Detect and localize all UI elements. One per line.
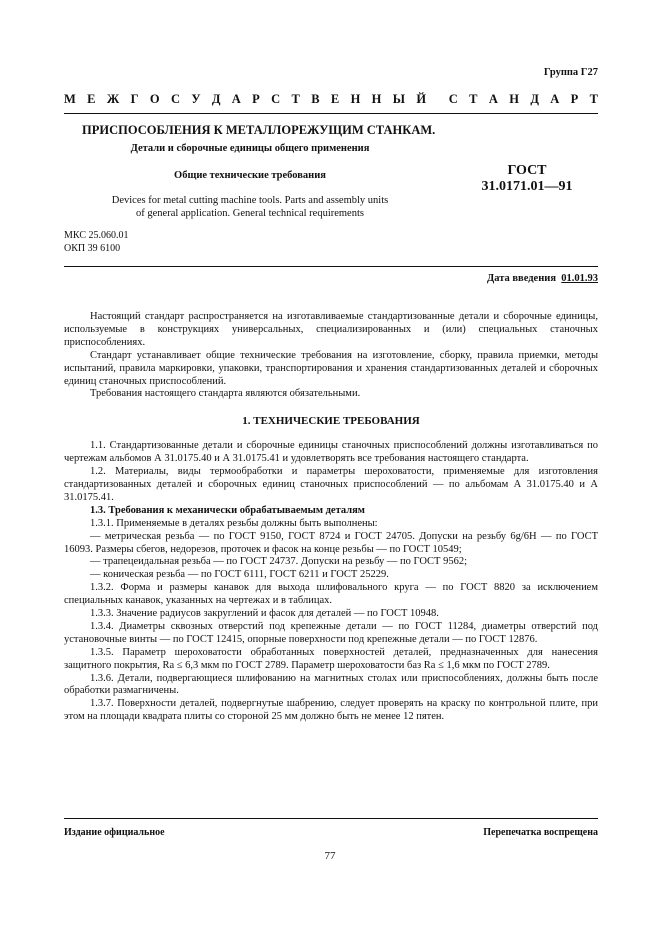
heading-letter: У (191, 92, 201, 106)
english-title-line: Devices for metal cutting machine tools. Parts and assembly units (111, 195, 389, 206)
heading-letter: Т (469, 92, 478, 106)
introduction-date-value: 01.01.93 (561, 273, 598, 284)
mks-code: МКС 25.060.01 (64, 230, 129, 241)
heading-letter: Р (252, 92, 260, 106)
clause: 1.3.2. Форма и размеры канавок для выхода шлифовального круга — по ГОСТ 8820 за исключением специальных канавок, указанных на чертежах и в таблицах. (64, 582, 598, 607)
heading-letter: Г (130, 92, 139, 106)
reprint-note: Перепечатка воспрещена (483, 827, 598, 838)
heading-letter: С (448, 92, 458, 106)
document-subtitle: Детали и сборочные единицы общего применения (130, 143, 370, 154)
classification-codes (64, 230, 128, 255)
heading-letter: Й (416, 92, 427, 106)
heading-letter: А (231, 92, 241, 106)
heading-letter: О (149, 92, 160, 106)
heading-letter: Е (87, 92, 96, 106)
document-title: ПРИСПОСОБЛЕНИЯ К МЕТАЛЛОРЕЖУЩИМ СТАНКАМ. (82, 123, 436, 137)
paragraph: Настоящий стандарт распространяется на изготавливаемые стандартизованные детали и сборочные единицы, используемые в конструкциях универсальных, специализированных и (или) специальных станочных приспособлениях. (64, 311, 598, 348)
heading-letter: Е (330, 92, 340, 106)
heading-letter: Т (589, 92, 598, 106)
heading-letter: С (170, 92, 180, 106)
heading-letter: С (271, 92, 281, 106)
clause: 1.2. Материалы, виды термообработки и параметры шероховатости, применяемые для изготовления стандартизованных деталей и сборочных единиц станочных приспособлений — по альбомам А 31.0175.40 и А 31.0175.41. (64, 466, 598, 503)
paragraph: Стандарт устанавливает общие технические требования на изготовление, сборку, правила приемки, методы испытаний, правила маркировки, упаковки, транспортирования и хранения стандартизованных деталей и сборочных единиц станочных приспособлений. (64, 349, 598, 387)
edition-note: Издание официальное (64, 827, 165, 838)
heading-letter: Н (509, 92, 519, 106)
document-body (64, 311, 598, 724)
heading-letter: Н (350, 92, 361, 106)
introduction-date-label: Дата введения (487, 273, 556, 284)
section-heading: 1. ТЕХНИЧЕСКИЕ ТРЕБОВАНИЯ (242, 415, 420, 428)
top-rule (64, 113, 598, 114)
paragraph: Требования настоящего стандарта являются обязательными. (90, 388, 361, 400)
gost-label: ГОСТ (507, 163, 547, 178)
clause-item: — трапецеидальная резьба — по ГОСТ 24737. Допуски на резьбу — по ГОСТ 9562; (90, 556, 468, 568)
heading-letter: Д (211, 92, 221, 106)
heading-letter: А (488, 92, 498, 106)
heading-letter: М (64, 92, 76, 106)
english-title (82, 194, 418, 220)
clause: 1.3.7. Поверхности деталей, подвергнутые шабрению, следует проверять на краску по контрольной плите, при этом на площади квадрата плиты со стороной 25 мм должно быть не менее 12 пятен. (64, 698, 598, 723)
gost-designation (460, 163, 594, 195)
document-requirements-title: Общие технические требования (174, 170, 326, 181)
footer-rule (64, 818, 598, 819)
clause: 1.3.4. Диаметры сквозных отверстий под крепежные детали — по ГОСТ 11284, диаметры отверстий под установочные винты — по ГОСТ 12415, опорные поверхности под крепежные детали — по ГОСТ 12876. (64, 620, 598, 645)
clause-item: — метрическая резьба — по ГОСТ 9150, ГОСТ 8724 и ГОСТ 24705. Допуски на резьбу 6g/6Н — по ГОСТ 16093. Размеры сбегов, недорезов, проточек и фасок на конце резьбы — по ГОСТ 10549; (64, 530, 598, 555)
introduction-date (400, 273, 598, 284)
okp-code: ОКП 39 6100 (64, 242, 121, 254)
middle-rule (64, 266, 598, 267)
clause: 1.3.5. Параметр шероховатости обработанных поверхностей деталей, предназначенных для нанесения защитного покрытия, Ra ≤ 6,3 мкм по ГОСТ 2789. Параметр шероховатости баз Ra ≤ 1,6 мкм по ГОСТ 2789. (64, 646, 598, 671)
subsection-heading: 1.3. Требования к механически обрабатываемым деталям (90, 504, 365, 516)
clause: 1.3.1. Применяемые в деталях резьбы должны быть выполнены: (90, 517, 378, 529)
heading-letter: Р (570, 92, 579, 106)
heading-letter: А (550, 92, 560, 106)
clause: 1.3.6. Детали, подвергающиеся шлифованию на магнитных столах или приспособлениях, должны быть после обработки размагничены. (64, 672, 598, 697)
english-title-line: of general application. General technical requirements (136, 208, 364, 219)
heading-letter: Д (530, 92, 539, 106)
heading-letter: Ы (392, 92, 406, 106)
group-code: Группа Г27 (543, 67, 598, 78)
page-number: 77 (324, 850, 336, 862)
heading-letter: Н (371, 92, 382, 106)
heading-letter: Т (291, 92, 300, 106)
heading-letter: Ж (106, 92, 120, 106)
clause-item: — коническая резьба — по ГОСТ 6111, ГОСТ 6211 и ГОСТ 25229. (90, 569, 389, 581)
standard-heading (64, 92, 598, 107)
heading-letter: В (311, 92, 320, 106)
clause: 1.3.3. Значение радиусов закруглений и фасок для деталей — по ГОСТ 10948. (90, 608, 439, 620)
gost-number: 31.0171.01—91 (481, 179, 573, 194)
clause: 1.1. Стандартизованные детали и сборочные единицы станочных приспособлений должны изготавливаться по чертежам альбомов А 31.0175.40 и А 31.0175.41 и удовлетворять все требования настоящего стандарта. (64, 440, 598, 465)
